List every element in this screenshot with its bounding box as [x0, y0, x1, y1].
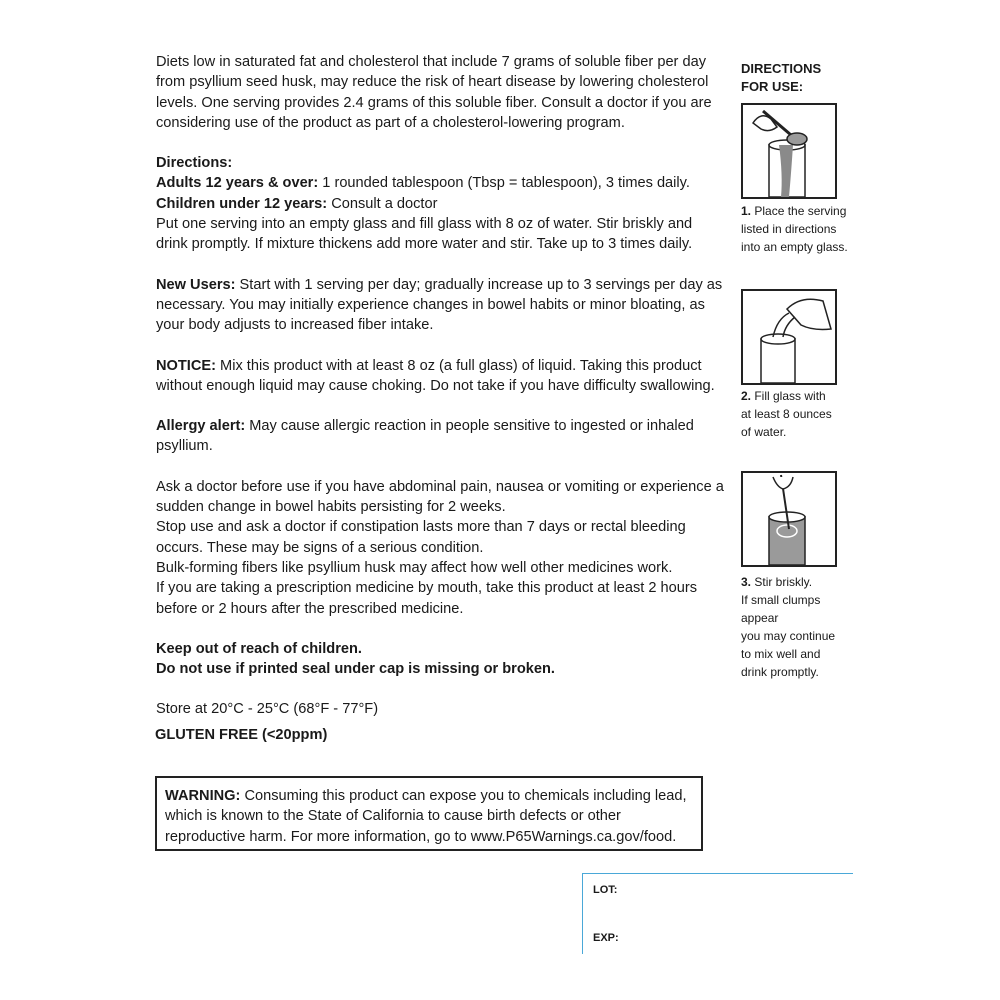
- step-2-caption: 2. Fill glass with at least 8 ounces of water.: [741, 389, 832, 439]
- warning-label: WARNING:: [165, 788, 241, 804]
- children-dosage: Children under 12 years: Consult a doctor: [156, 195, 438, 212]
- allergy-paragraph: Allergy alert: May cause allergic reaction in people sensitive to ingested or inhaled psyllium.: [156, 418, 694, 455]
- prescription-text: If you are taking a prescription medicine by mouth, take this product at least 2 hours before or 2 hours after the prescribed medicine.: [156, 580, 698, 617]
- exp-label: EXP:: [593, 932, 619, 944]
- step-1-caption: 1. Place the serving listed in directions into an empty glass.: [741, 204, 848, 254]
- new-users-paragraph: New Users: Start with 1 serving per day; gradually increase up to 3 servings per day as necessary. You may initially experience changes in bowel habits or minor bloating, as your body adjusts to increased fiber intake.: [156, 276, 723, 334]
- pour-water-icon: [741, 289, 837, 385]
- gluten-free-label: GLUTEN FREE (<20ppm): [155, 727, 328, 743]
- intro-paragraph: Diets low in saturated fat and cholesterol that include 7 grams of soluble fiber per day from psyllium seed husk, may reduce the risk of heart disease by lowering cholesterol levels. One serving provides 2.4 grams of this soluble fiber. Consult a doctor if you are considering use of the product as part of a cholesterol-lowering program.: [156, 54, 712, 131]
- step-3-caption: 3. Stir briskly. If small clumps appear you may continue to mix well and drink promptly.: [741, 575, 836, 679]
- adults-dosage: Adults 12 years & over: 1 rounded tablespoon (Tbsp = tablespoon), 3 times daily.: [156, 175, 690, 192]
- storage-text: Store at 20°C - 25°C (68°F - 77°F): [156, 701, 379, 718]
- directions-heading: Directions:: [156, 155, 233, 172]
- seal-text: Do not use if printed seal under cap is missing or broken.: [156, 661, 555, 678]
- main-text-column: [156, 52, 726, 720]
- warning-text: Consuming this product can expose you to chemicals including lead, which is known to the State of California to cause birth defects or other reproductive harm. For more information, go to www.P65Warnings.ca.gov/food.: [165, 788, 687, 845]
- keep-out-text: Keep out of reach of children.: [156, 640, 362, 657]
- notice-paragraph: NOTICE: Mix this product with at least 8 oz (a full glass) of liquid. Taking this product without enough liquid may cause choking. Do not take if you have difficulty swallowing.: [156, 357, 715, 394]
- ask-doctor-text: Ask a doctor before use if you have abdominal pain, nausea or vomiting or experience a sudden change in bowel habits persisting for 2 weeks.: [156, 478, 724, 516]
- stir-glass-icon: [741, 471, 837, 567]
- bulk-fibers-text: Bulk-forming fibers like psyllium husk may affect how well other medicines work.: [156, 559, 673, 576]
- lot-label: LOT:: [593, 884, 618, 896]
- stop-use-text: Stop use and ask a doctor if constipation lasts more than 7 days or rectal bleeding occurs. These may be signs of a serious condition.: [156, 519, 686, 556]
- directions-text: Put one serving into an empty glass and fill glass with 8 oz of water. Stir briskly and drink promptly. If mixture thickens add more water and stir. Take up to 3 times daily.: [156, 216, 693, 253]
- prop65-warning-box: [155, 776, 703, 851]
- directions-for-use-title: DIRECTIONS FOR USE:: [741, 61, 822, 94]
- spoon-glass-icon: [741, 103, 837, 199]
- lot-exp-box: [582, 873, 853, 954]
